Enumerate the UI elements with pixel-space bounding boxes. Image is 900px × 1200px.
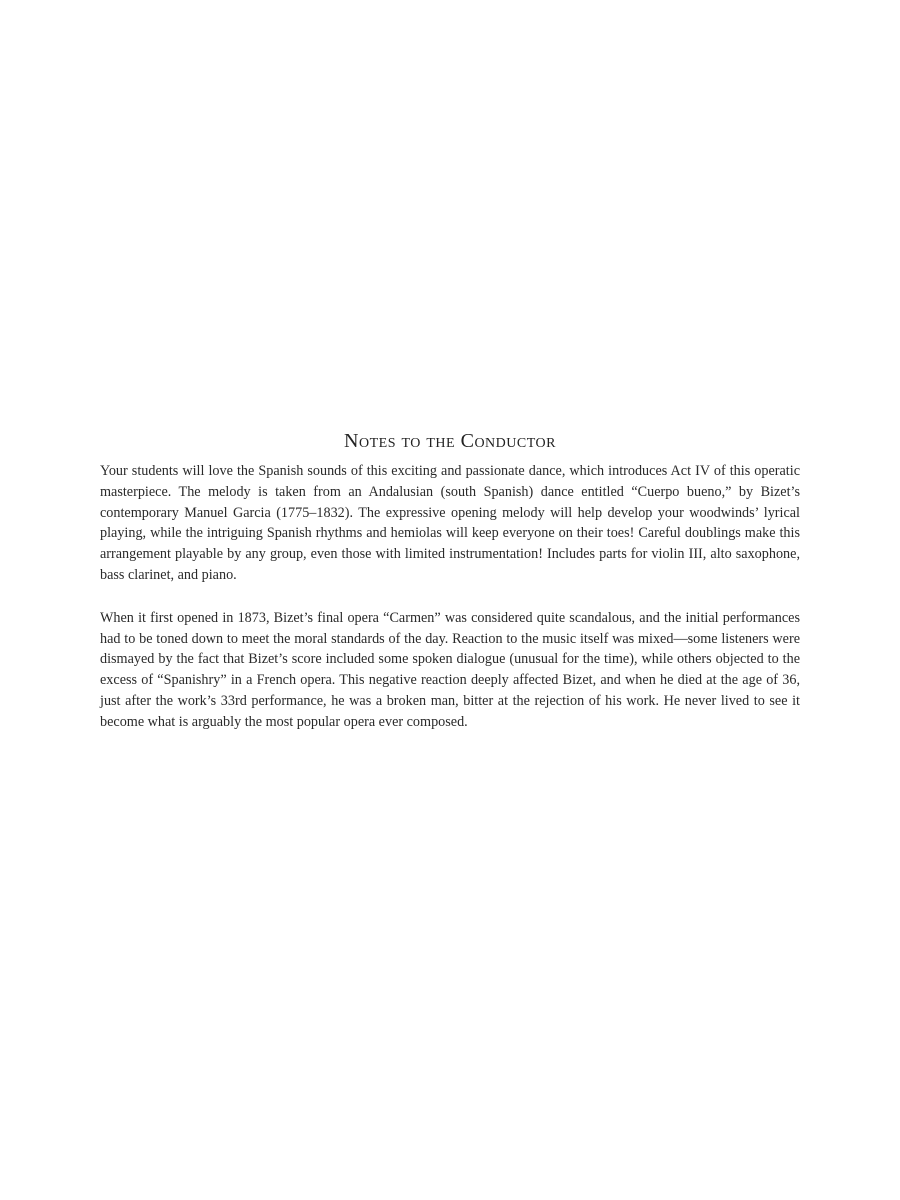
notes-title: Notes to the Conductor — [344, 430, 556, 452]
notes-section — [100, 430, 800, 733]
notes-paragraph-history: When it first opened in 1873, Bizet’s final opera “Carmen” was considered quite scandalous, and the initial performances had to be toned down to meet the moral standards of the day. Reaction to the music itself was mixed—some listeners were dismayed by the fact that Bizet’s score included some spoken dialogue (unusual for the time), while others objected to the excess of “Spanishry” in a French opera. This negative reaction deeply affected Bizet, and when he died at the age of 36, just after the work’s 33rd performance, he was a broken man, bitter at the rejection of his work. He never lived to see it become what is arguably the most popular opera ever composed. — [100, 609, 800, 730]
notes-paragraph-intro: Your students will love the Spanish sounds of this exciting and passionate dance, which introduces Act IV of this operatic masterpiece. The melody is taken from an Andalusian (south Spanish) dance entitled “Cuerpo bueno,” by Bizet’s contemporary Manuel Garcia (1775–1832). The expressive opening melody will help develop your woodwinds’ lyrical playing, while the intriguing Spanish rhythms and hemiolas will keep everyone on their toes! Careful doublings make this arrangement playable by any group, even those with limited instrumentation! Includes parts for violin III, alto saxophone, bass clarinet, and piano. — [100, 463, 800, 583]
